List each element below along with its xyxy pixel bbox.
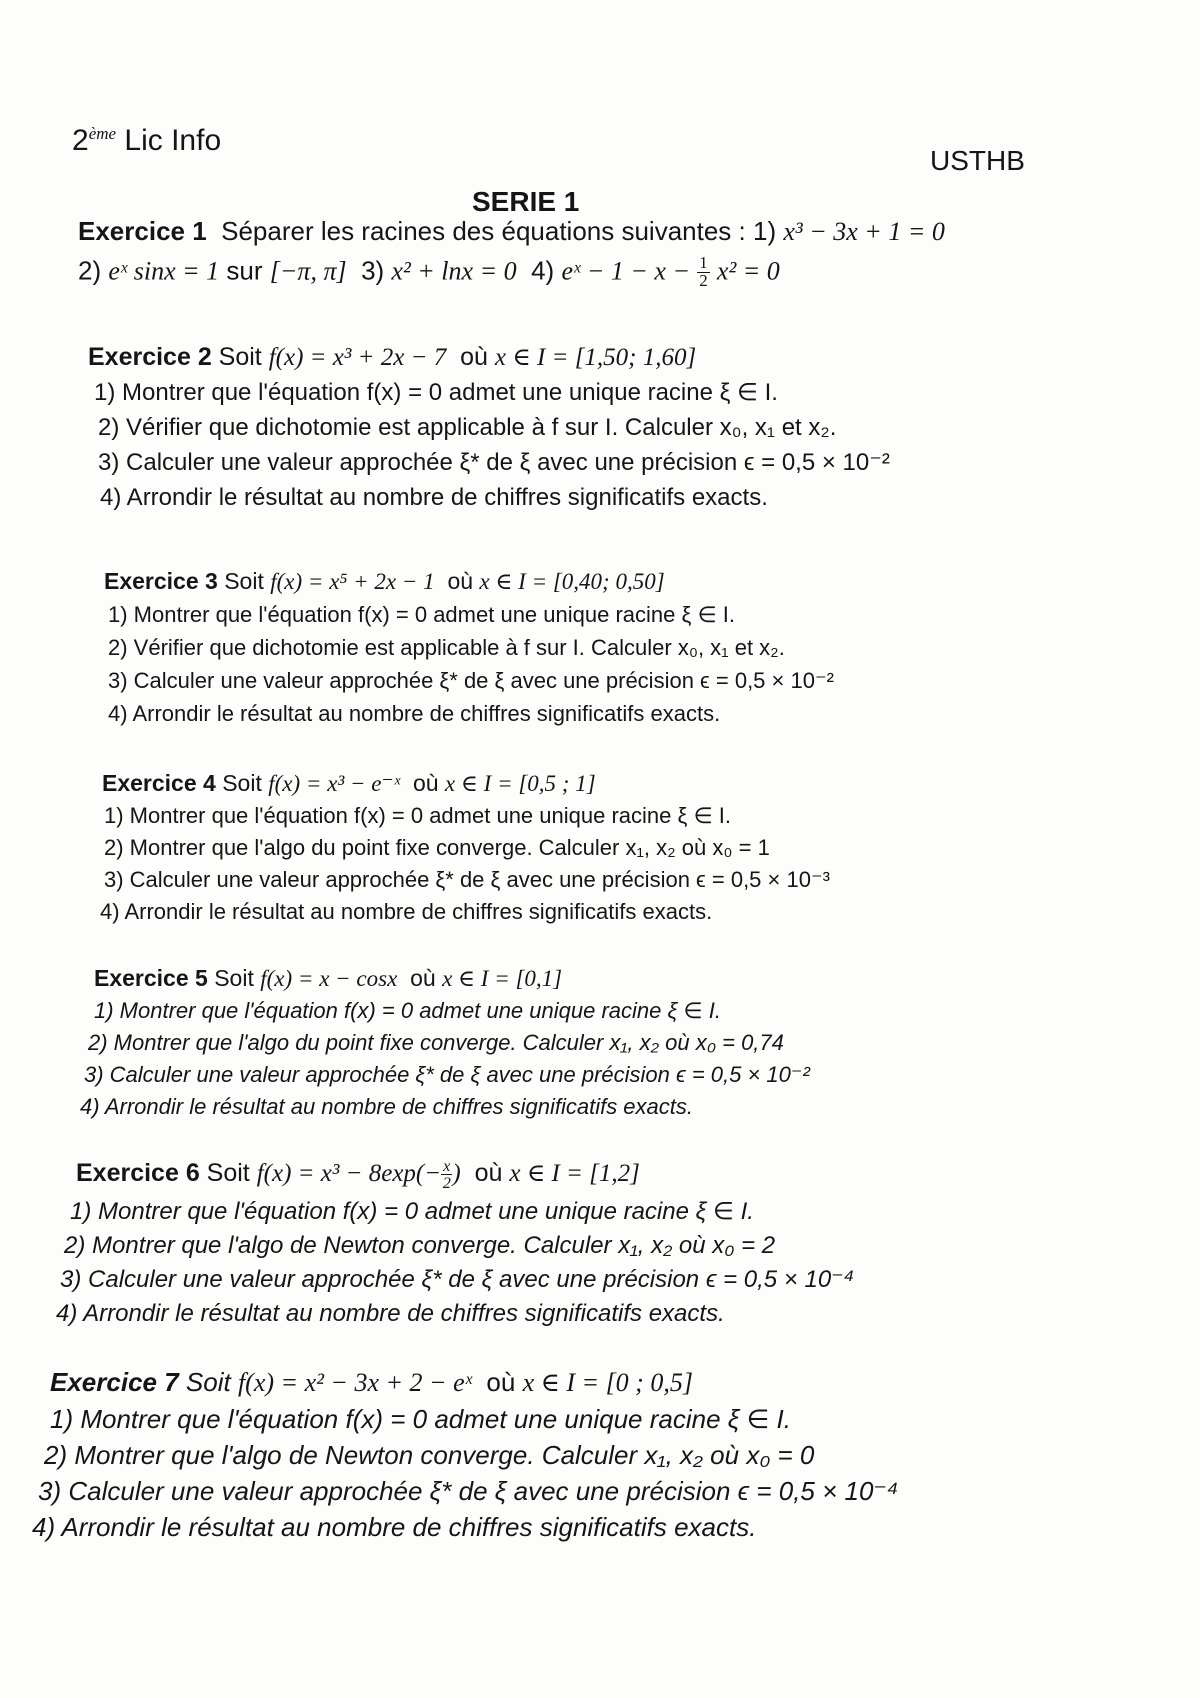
equation-2: eˣ sinx = 1 [108, 256, 220, 286]
exercise-3-question-3: 3) Calculer une valeur approchée ξ* de ξ avec une précision ϵ = 0,5 × 10⁻² [108, 668, 834, 693]
exercise-6-function-part-b: ) [452, 1160, 461, 1187]
exercise-3-question-4: 4) Arrondir le résultat au nombre de chiffres significatifs exacts. [108, 701, 721, 726]
equation-2-interval: [−π, π] [269, 256, 347, 286]
exercise-7-function: f(x) = x² − 3x + 2 − eˣ [237, 1368, 472, 1397]
fraction-denominator: 2 [699, 270, 708, 290]
equation-1: x³ − 3x + 1 = 0 [783, 217, 945, 246]
exercise-6 [56, 1156, 855, 1331]
exercise-5-question-1: 1) Montrer que l'équation f(x) = 0 admet une unique racine ξ ∈ I. [94, 998, 721, 1023]
exercise-6-soit: Soit [206, 1159, 250, 1187]
exercise-6-fraction [441, 1158, 452, 1192]
program-name: Lic Info [124, 124, 222, 157]
exercise-6-where: où [474, 1159, 503, 1187]
exercise-7-question-2: 2) Montrer que l'algo de Newton converge. Calculer x₁, x₂ où x₀ = 0 [44, 1440, 815, 1470]
exercise-5 [80, 962, 810, 1123]
exercise-3-where: où [447, 568, 474, 594]
exercise-2-domain: x ∈ I = [1,50; 1,60] [494, 344, 697, 371]
exercise-4-function: f(x) = x³ − e⁻ˣ [268, 771, 401, 796]
fraction-numerator: x [443, 1156, 451, 1175]
exercise-3 [104, 565, 834, 730]
exercise-1-label: Exercice 1 [78, 216, 207, 246]
equation-4-part-b: x² = 0 [716, 256, 780, 286]
exercise-7-where: où [486, 1367, 516, 1397]
exercise-7-question-4: 4) Arrondir le résultat au nombre de chiffres significatifs exacts. [32, 1512, 757, 1542]
exercise-4-label: Exercice 4 [102, 770, 216, 796]
exercise-2-question-1: 1) Montrer que l'équation f(x) = 0 admet une unique racine ξ ∈ I. [94, 379, 778, 406]
exercise-2-question-3: 3) Calculer une valeur approchée ξ* de ξ avec une précision ϵ = 0,5 × 10⁻² [98, 449, 890, 476]
exercise-5-questions [80, 995, 810, 1123]
exercise-1-line-1 [78, 216, 945, 247]
exercise-6-question-1: 1) Montrer que l'équation f(x) = 0 admet une unique racine ξ ∈ I. [70, 1198, 754, 1226]
exercise-5-title [94, 962, 810, 995]
fraction-denominator: 2 [442, 1173, 451, 1192]
exercise-2-label: Exercice 2 [88, 343, 212, 371]
exercise-2 [88, 340, 890, 515]
exercise-4-question-4: 4) Arrondir le résultat au nombre de chiffres significatifs exacts. [100, 899, 713, 924]
exercise-3-title [104, 565, 834, 598]
exercise-3-question-2: 2) Vérifier que dichotomie est applicable à f sur I. Calculer x₀, x₁ et x₂. [108, 635, 785, 660]
exercise-7-domain: x ∈ I = [0 ; 0,5] [522, 1368, 693, 1397]
exercise-2-question-4: 4) Arrondir le résultat au nombre de chiffres significatifs exacts. [100, 484, 768, 511]
exercise-4-where: où [412, 770, 439, 796]
exercise-2-function: f(x) = x³ + 2x − 7 [268, 344, 447, 371]
exercise-5-soit: Soit [214, 965, 254, 991]
exercise-1-line-2 [78, 255, 945, 290]
equation-3: x² + lnx = 0 [391, 256, 517, 286]
exercise-4-question-3: 3) Calculer une valeur approchée ξ* de ξ avec une précision ϵ = 0,5 × 10⁻³ [104, 867, 830, 892]
fraction-numerator: 1 [699, 253, 708, 272]
exercise-7-question-1: 1) Montrer que l'équation f(x) = 0 admet une unique racine ξ ∈ I. [50, 1404, 791, 1434]
exercise-3-questions [108, 598, 834, 730]
exercise-3-soit: Soit [224, 568, 264, 594]
exercise-1 [78, 216, 945, 290]
exercise-7-title [50, 1364, 898, 1401]
exercise-6-function-part-a: f(x) = x³ − 8exp(− [256, 1160, 442, 1187]
level-number: 2 [72, 124, 89, 157]
exercise-4-question-2: 2) Montrer que l'algo du point fixe converge. Calculer x₁, x₂ où x₀ = 1 [104, 835, 770, 860]
exercise-6-question-2: 2) Montrer que l'algo de Newton converge. Calculer x₁, x₂ où x₀ = 2 [64, 1232, 776, 1260]
exercise-7 [32, 1364, 899, 1545]
exercise-7-question-3: 3) Calculer une valeur approchée ξ* de ξ avec une précision ϵ = 0,5 × 10⁻⁴ [38, 1476, 899, 1506]
exercise-3-function: f(x) = x⁵ + 2x − 1 [270, 569, 435, 594]
exercise-3-label: Exercice 3 [104, 568, 218, 594]
exercise-2-title [88, 340, 890, 375]
exercise-5-domain: x ∈ I = [0,1] [442, 966, 563, 991]
exercise-4-questions [100, 800, 830, 928]
exercise-4-soit: Soit [222, 770, 262, 796]
equation-2-on: sur [226, 255, 263, 286]
exercise-2-where: où [460, 343, 488, 371]
exercise-5-question-3: 3) Calculer une valeur approchée ξ* de ξ avec une précision ϵ = 0,5 × 10⁻² [84, 1062, 810, 1087]
exercise-2-question-2: 2) Vérifier que dichotomie est applicable à f sur I. Calculer x₀, x₁ et x₂. [98, 414, 837, 441]
course-level [72, 124, 221, 158]
exercise-1-statement: Séparer les racines des équations suivantes : [221, 216, 746, 246]
university-name: USTHB [930, 145, 1025, 176]
equation-2-number: 2) [78, 255, 102, 286]
exercise-4-question-1: 1) Montrer que l'équation f(x) = 0 admet une unique racine ξ ∈ I. [104, 803, 731, 828]
exercise-6-domain: x ∈ I = [1,2] [509, 1160, 640, 1187]
exercise-7-label: Exercice 7 [50, 1367, 179, 1397]
exercise-6-questions [56, 1195, 855, 1331]
exercise-5-function: f(x) = x − cosx [260, 966, 398, 991]
exercise-3-domain: x ∈ I = [0,40; 0,50] [479, 569, 665, 594]
level-superscript: ème [88, 124, 117, 143]
equation-1-number: 1) [753, 216, 777, 246]
exercise-7-questions [32, 1401, 899, 1545]
exercise-2-questions [94, 375, 890, 515]
exercise-3-question-1: 1) Montrer que l'équation f(x) = 0 admet une unique racine ξ ∈ I. [108, 602, 735, 627]
exercise-5-question-2: 2) Montrer que l'algo du point fixe converge. Calculer x₁, x₂ où x₀ = 0,74 [88, 1030, 784, 1055]
exercise-2-soit: Soit [218, 343, 262, 371]
exercise-7-soit: Soit [185, 1367, 231, 1397]
exercise-4 [102, 767, 830, 928]
equation-4-fraction [697, 255, 709, 290]
exercise-6-label: Exercice 6 [76, 1159, 200, 1187]
equation-3-number: 3) [361, 255, 385, 286]
exercise-5-where: où [410, 965, 436, 991]
exercise-5-question-4: 4) Arrondir le résultat au nombre de chiffres significatifs exacts. [80, 1094, 694, 1119]
exercise-5-label: Exercice 5 [94, 965, 208, 991]
equation-4-part-a: eˣ − 1 − x − [561, 256, 690, 286]
exercise-6-title [76, 1156, 854, 1191]
exercise-6-question-4: 4) Arrondir le résultat au nombre de chiffres significatifs exacts. [56, 1300, 725, 1328]
exercise-4-domain: x ∈ I = [0,5 ; 1] [444, 771, 596, 796]
exercise-6-question-3: 3) Calculer une valeur approchée ξ* de ξ avec une précision ϵ = 0,5 × 10⁻⁴ [60, 1266, 855, 1294]
exercise-4-title [102, 767, 830, 800]
page-title: SERIE 1 [472, 186, 580, 217]
equation-4-number: 4) [531, 255, 555, 286]
